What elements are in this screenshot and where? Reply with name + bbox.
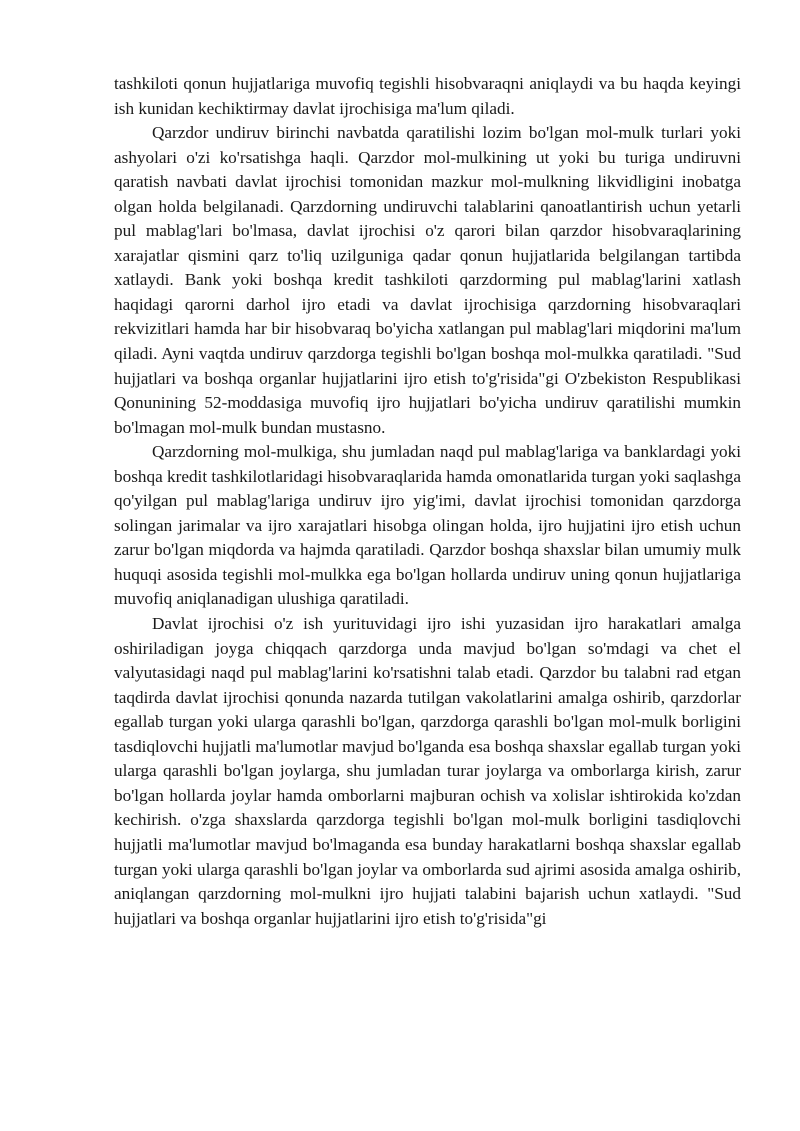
- document-page: [114, 72, 741, 931]
- paragraph: Qarzdor undiruv birinchi navbatda qaratilishi lozim bo'lgan mol-mulk turlari yoki ashyolari o'zi ko'rsatishga haqli. Qarzdor mol-mulkining ut yoki bu turiga undiruvni qaratish navbati davlat ijrochisi tomonidan mazkur mol-mulkning likvidligini inobatga olgan holda belgilanadi. Qarzdorning undiruvchi talablarini qanoatlantirish uchun yetarli pul mablag'lari bo'lmasa, davlat ijrochisi o'z qarori bilan qarzdor hisobvaraqlarining xarajatlar qismini qarz to'liq uzilguniga qadar qonun hujjatlarida belgilangan tartibda xatlaydi. Bank yoki boshqa kredit tashkiloti qarzdorming pul mablag'larini xatlash haqidagi qarorni darhol ijro etadi va davlat ijrochisiga qarzdorning hisobvaraqlari rekvizitlari hamda har bir hisobvaraq bo'yicha xatlangan pul mablag'lari miqdorini ma'lum qiladi. Ayni vaqtda undiruv qarzdorga tegishli bo'lgan boshqa mol-mulkka qaratiladi. "Sud hujjatlari va boshqa organlar hujjatlarini ijro etish to'g'risida"gi O'zbekiston Respublikasi Qonunining 52-moddasiga muvofiq ijro hujjatlari bo'yicha undiruv qaratilishi mumkin bo'lmagan mol-mulk bundan mustasno.: [114, 123, 741, 437]
- paragraph: Davlat ijrochisi o'z ish yurituvidagi ijro ishi yuzasidan ijro harakatlari amalga oshiriladigan joyga chiqqach qarzdorga unda mavjud bo'lgan so'mdagi va chet el valyutasidagi naqd pul mablag'larini ko'rsatishni talab etadi. Qarzdor bu talabni rad etgan taqdirda davlat ijrochisi qonunda nazarda tutilgan vakolatlarini amalga oshirib, qarzdorlar egallab turgan yoki ularga qarashli bo'lgan, qarzdorga qarashli bo'lgan mol-mulk borligini tasdiqlovchi hujjatli ma'lumotlar mavjud bo'lganda esa boshqa shaxslar egallab turgan yoki ularga qarashli bo'lgan joylarga, shu jumladan turar joylarga va omborlarga kirish, zarur bo'lgan hollarda joylar hamda omborlarni majburan ochish va xolislar ishtirokida ko'zdan kechirish. o'zga shaxslarda qarzdorga tegishli bo'lgan mol-mulk borligini tasdiqlovchi hujjatli ma'lumotlar mavjud bo'lmaganda esa bunday harakatlarni boshqa shaxslar egallab turgan yoki ularga qarashli bo'lgan joylar va omborlarda sud ajrimi asosida amalga oshirib, aniqlangan qarzdorning mol-mulkni ijro hujjati talabini bajarish uchun xatlaydi. "Sud hujjatlari va boshqa organlar hujjatlarini ijro etish to'g'risida"gi: [114, 614, 741, 928]
- paragraph: tashkiloti qonun hujjatlariga muvofiq tegishli hisobvaraqni aniqlaydi va bu haqda keyingi ish kunidan kechiktirmay davlat ijrochisiga ma'lum qiladi.: [114, 74, 741, 118]
- paragraph: Qarzdorning mol-mulkiga, shu jumladan naqd pul mablag'lariga va banklardagi yoki boshqa kredit tashkilotlaridagi hisobvaraqlarida hamda omonatlarida turgan yoki saqlashga qo'yilgan pul mablag'lariga undiruv ijro yig'imi, davlat ijrochisi tomonidan qarzdorga solingan jarimalar va ijro xarajatlari hisobga olingan holda, ijro hujjatini ijro etish uchun zarur bo'lgan miqdorda va hajmda qaratiladi. Qarzdor boshqa shaxslar bilan umumiy mulk huquqi asosida tegishli mol-mulkka ega bo'lgan hollarda undiruv uning qonun hujjatlariga muvofiq aniqlanadigan ulushiga qaratiladi.: [114, 442, 741, 609]
